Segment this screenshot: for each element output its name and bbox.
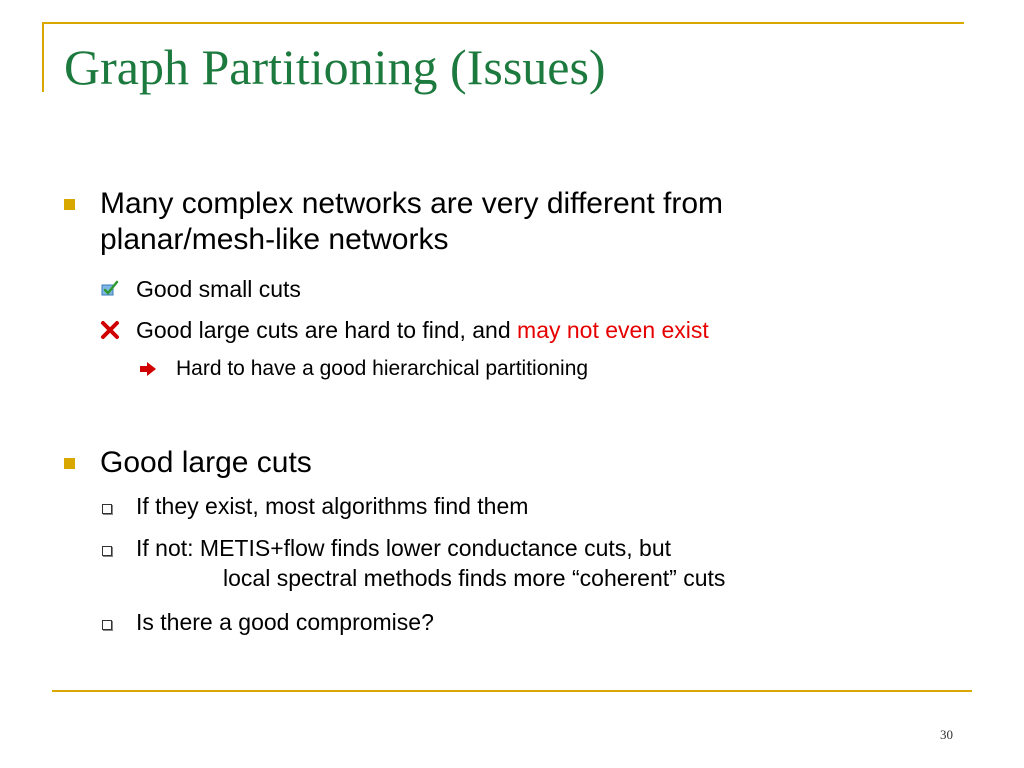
page-number: 30 (940, 727, 953, 742)
bullet-1-line-2: planar/mesh-like networks (100, 223, 449, 256)
sub-bullet-large-cuts-hard (136, 315, 709, 345)
sub-bullet-line-2: local spectral methods finds more “coherent” cuts (223, 565, 726, 591)
sub-sub-bullet-text: Hard to have a good hierarchical partitioning (176, 357, 589, 380)
sub-bullet-compromise (136, 607, 434, 637)
square-bullet-icon (64, 458, 75, 469)
sub-bullet-line-1: If not: METIS+flow finds lower conductance cuts, but (136, 535, 672, 561)
sub-bullet-algorithms-find (136, 491, 528, 521)
bullet-2-text: Good large cuts (100, 446, 312, 479)
checkbox-check-icon (100, 280, 120, 298)
highlighted-text: may not even exist (517, 317, 709, 343)
sub-bullet-text: If they exist, most algorithms find them (136, 493, 529, 519)
red-arrow-icon (138, 361, 158, 377)
sub-sub-bullet-hierarchical (176, 355, 588, 383)
sub-bullet-metis-flow (136, 533, 725, 593)
slide-title: Graph Partitioning (Issues) (64, 39, 606, 95)
hollow-square-bullet-icon (102, 620, 112, 630)
bullet-1 (100, 186, 723, 258)
red-x-icon (100, 320, 120, 340)
sub-bullet-text: Good small cuts (136, 276, 301, 302)
frame-top-line (42, 22, 964, 24)
footer-divider-line (52, 690, 972, 692)
hollow-square-bullet-icon (102, 546, 112, 556)
bullet-1-line-1: Many complex networks are very different from (100, 187, 724, 220)
sub-bullet-text: Good large cuts are hard to find, and (136, 317, 518, 343)
hollow-square-bullet-icon (102, 504, 112, 514)
sub-bullet-text: Is there a good compromise? (136, 609, 434, 635)
bullet-2 (100, 445, 312, 481)
frame-left-line (42, 22, 44, 92)
sub-bullet-good-small-cuts (136, 274, 301, 304)
square-bullet-icon (64, 199, 75, 210)
